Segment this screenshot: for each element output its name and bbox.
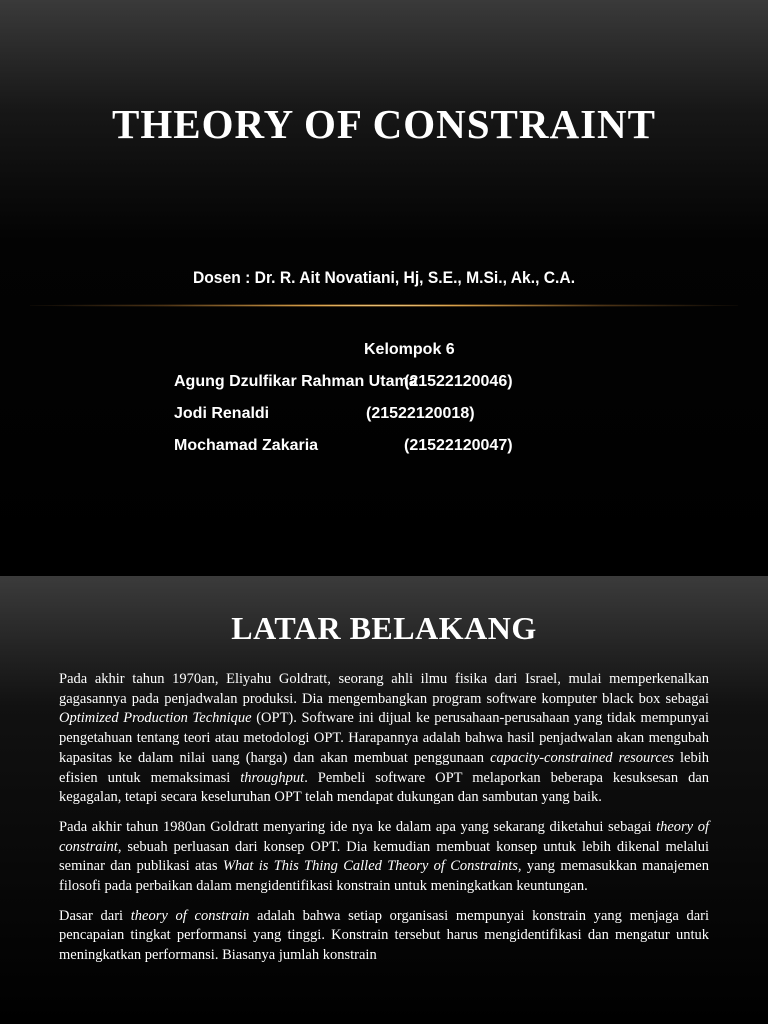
paragraph-3: Dasar dari theory of constrain adalah bahwa setiap organisasi mempunyai konstrain yang menjaga dari pencapaian tingkat performansi yang tinggi. Konstrain tersebut harus mengidentifikasi dan mengatur untuk meningkatkan performansi. Biasanya jumlah konstrain [59,907,710,964]
group-label: Kelompok 6 [364,341,455,358]
section-title: LATAR BELAKANG [231,610,537,646]
body-text [59,670,709,976]
glow-divider [30,304,738,307]
member-name: Jodi Renaldi [174,405,270,422]
background-slide [0,576,768,1024]
member-nim: (21522120047) [404,437,513,454]
member-nim: (21522120046) [404,373,513,390]
member-name: Agung Dzulfikar Rahman Utama [174,373,418,390]
paragraph-2: Pada akhir tahun 1980an Goldratt menyaring ide nya ke dalam apa yang sekarang diketahui sebagai theory of constraint, sebuah perluasan dari konsep OPT. Dia kemudian membuat konsep untuk lebih dikenal melalui seminar dan publikasi atas What is This Thing Called Theory of Constraints, yang memasukkan manajemen filosofi pada perbaikan dalam mengidentifikasi konstrain untuk meningkatkan keuntungan. [59,818,709,895]
lecturer-line: Dosen : Dr. R. Ait Novatiani, Hj, S.E., M.Si., Ak., C.A. [192,268,576,287]
member-nim: (21522120018) [366,405,475,422]
paragraph-1: Pada akhir tahun 1970an, Eliyahu Goldratt, seorang ahli ilmu fisika dari Israel, mulai memperkenalkan gagasannya pada penjadwalan produksi. Dia mengembangkan program software komputer black box sebagai Optimized Production Technique (OPT). Software ini dijual ke perusahaan-perusahaan yang tidak mempunyai pengetahuan tentang teori atau metodologi OPT. Harapannya adalah bahwa hasil penjadwalan akan mengubah kapasitas ke dalam nilai uang (harga) dan akan membuat penggunaan capacity-constrained resources lebih efisien untuk memaksimasi throughput. Pembeli software OPT melaporkan beberapa kesuksesan dan kegagalan, tetapi secara keseluruhan OPT telah mendapat dukungan dan sambutan yang baik. [59,671,709,806]
slide-title: THEORY OF CONSTRAINT [111,101,657,147]
member-name: Mochamad Zakaria [174,437,319,454]
